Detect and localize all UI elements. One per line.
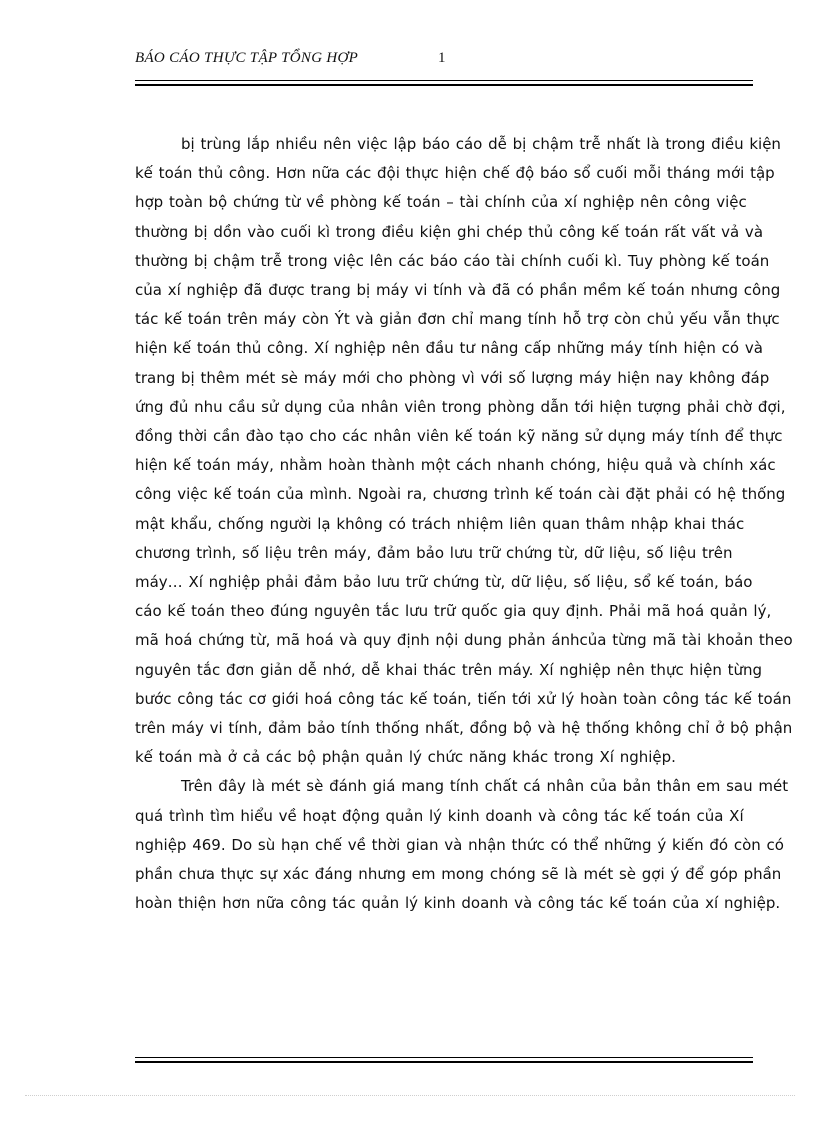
text-line: đồng thời cần đào tạo cho các nhân viên kế toán kỹ năng sử dụng máy tính để thực (135, 427, 783, 446)
report-title: BÁO CÁO THỰC TẬP TỔNG HỢP (135, 50, 359, 66)
text-line: phần chưa thực sự xác đáng nhưng em mong chóng sẽ là mét sè gợi ý để góp phần (135, 865, 782, 884)
body-text (135, 130, 793, 918)
text-line: thường bị chậm trễ trong việc lên các báo cáo tài chính cuối kì. Tuy phòng kế toán (135, 251, 770, 270)
text-line: kế toán mà ở cả các bộ phận quản lý chức năng khác trong Xí nghiệp. (135, 748, 676, 767)
text-line: hoàn thiện hơn nữa công tác quản lý kinh doanh và công tác kế toán của xí nghiệp. (135, 894, 781, 913)
text-line: hiện kế toán máy, nhằm hoàn thành một cách nhanh chóng, hiệu quả và chính xác (135, 456, 776, 475)
footer-rule (135, 1057, 753, 1063)
page-number: 1 (438, 50, 446, 66)
text-line: trên máy vi tính, đảm bảo tính thống nhất, đồng bộ và hệ thống không chỉ ở bộ phận (135, 719, 793, 738)
page-bottom-edge (25, 1095, 795, 1096)
text-line: cáo kế toán theo đúng nguyên tắc lưu trữ quốc gia quy định. Phải mã hoá quản lý, (135, 602, 772, 621)
text-line: công việc kế toán của mình. Ngoài ra, chương trình kế toán cài đặt phải có hệ thống (135, 485, 786, 504)
text-line: thường bị dồn vào cuối kì trong điều kiện ghi chép thủ công kế toán rất vất vả và (135, 222, 764, 241)
text-line: mật khẩu, chống người lạ không có trách nhiệm liên quan thâm nhập khai thác (135, 514, 745, 533)
text-line: nghiệp 469. Do sù hạn chế về thời gian và nhận thức có thể những ý kiến đó còn có (135, 835, 784, 854)
text-line: bước công tác cơ giới hoá công tác kế toán, tiến tới xử lý hoàn toàn công tác kế toán (135, 689, 792, 708)
text-line: hiện kế toán thủ công. Xí nghiệp nên đầu tư nâng cấp những máy tính hiện có và (135, 339, 763, 358)
text-line: bị trùng lắp nhiều nên việc lập báo cáo dễ bị chậm trễ nhất là trong điều kiện (181, 135, 781, 153)
page-header (135, 48, 755, 72)
text-line: hợp toàn bộ chứng từ về phòng kế toán – tài chính của xí nghiệp nên công việc (135, 193, 747, 212)
text-line: của xí nghiệp đã được trang bị máy vi tính và đã có phần mềm kế toán nhưng công (135, 281, 781, 300)
text-line: nguyên tắc đơn giản dễ nhớ, dễ khai thác trên máy. Xí nghiệp nên thực hiện từng (135, 660, 763, 679)
paragraph (135, 130, 793, 772)
text-line: tác kế toán trên máy còn Ýt và giản đơn chỉ mang tính hỗ trợ còn chủ yếu vẫn thực (135, 310, 780, 329)
text-line: quá trình tìm hiểu về hoạt động quản lý kinh doanh và công tác kế toán của Xí (135, 806, 744, 825)
text-line: máy… Xí nghiệp phải đảm bảo lưu trữ chứng từ, dữ liệu, số liệu, sổ kế toán, báo (135, 573, 753, 592)
text-line: Trên đây là mét sè đánh giá mang tính chất cá nhân của bản thân em sau mét (181, 777, 789, 796)
text-line: ứng đủ nhu cầu sử dụng của nhân viên trong phòng dẫn tới hiện tượng phải chờ đợi, (135, 397, 786, 416)
text-line: mã hoá chứng từ, mã hoá và quy định nội dung phản ánhcủa từng mã tài khoản theo (135, 631, 793, 650)
text-line: trang bị thêm mét sè máy mới cho phòng vì với số lượng máy hiện nay không đáp (135, 368, 770, 387)
header-rule (135, 80, 753, 86)
text-line: chương trình, số liệu trên máy, đảm bảo lưu trữ chứng từ, dữ liệu, số liệu trên (135, 543, 733, 562)
text-line: kế toán thủ công. Hơn nữa các đội thực hiện chế độ báo sổ cuối mỗi tháng mới tập (135, 164, 775, 183)
paragraph (135, 772, 789, 918)
